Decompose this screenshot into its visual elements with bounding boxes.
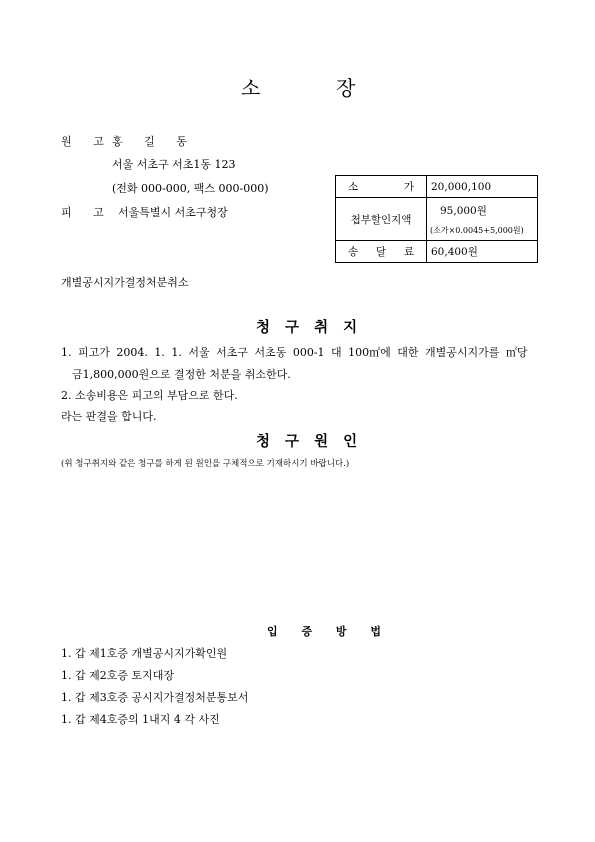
- claim-cause-heading: 청 구 원 인: [256, 434, 363, 450]
- fee-service-label-c: 료: [403, 246, 414, 258]
- defendant-name: 서울특별시 서초구청장: [118, 206, 228, 219]
- fee-table: [335, 175, 538, 263]
- case-name: 개별공시지가결정처분취소: [61, 276, 189, 289]
- claim-purpose-item1-line1: 1. 피고가 2004. 1. 1. 서울 서초구 서초동 000-1 대 100㎡에 대한 개별공시지가를 ㎡당: [61, 346, 528, 359]
- claim-purpose-closing: 라는 판결을 합니다.: [61, 410, 157, 423]
- plaintiff-address: 서울 서초구 서초1동 123: [112, 158, 236, 171]
- fee-service-label-a: 송: [348, 246, 359, 258]
- fee-stamp-formula: (소가×0.0045+5,000원): [430, 225, 524, 235]
- plaintiff-name: 홍 길 동: [112, 135, 196, 148]
- fee-value-label-b: 가: [403, 181, 414, 193]
- fee-row-service: [336, 241, 538, 263]
- evidence-item: 1. 갑 제1호증 개별공시지가확인원: [61, 647, 228, 660]
- fee-stamp-amount: 95,000원: [440, 204, 487, 217]
- claim-purpose-heading: 청 구 취 지: [256, 320, 363, 336]
- fee-value: 20,000,100: [427, 176, 538, 198]
- evidence-heading: 입 증 방 법: [267, 625, 391, 638]
- fee-service-label: [336, 241, 427, 263]
- defendant-label: 피 고: [61, 206, 113, 219]
- claim-cause-note: (위 청구취지와 같은 청구를 하게 된 원인을 구체적으로 기재하시기 바랍니다.): [61, 459, 350, 469]
- claim-purpose-item1-line2: 금1,800,000원으로 결정한 처분을 취소한다.: [72, 368, 291, 381]
- fee-stamp-cell: [427, 198, 538, 241]
- fee-value-label-a: 소: [348, 181, 359, 193]
- fee-stamp-label: 첩부할인지액: [336, 198, 427, 241]
- fee-service-amount: 60,400원: [427, 241, 538, 263]
- title-char-jang: 장: [336, 76, 356, 100]
- evidence-item: 1. 갑 제3호증 공시지가결정처분통보서: [61, 691, 249, 704]
- fee-row-stamp: [336, 198, 538, 241]
- evidence-item: 1. 갑 제4호증의 1내지 4 각 사진: [61, 713, 220, 726]
- fee-row-value: [336, 176, 538, 198]
- plaintiff-label: 원 고: [61, 135, 113, 148]
- title-char-so: 소: [241, 76, 261, 100]
- claim-purpose-item2: 2. 소송비용은 피고의 부담으로 한다.: [61, 389, 238, 402]
- fee-service-label-b: 달: [375, 246, 387, 258]
- plaintiff-contact: (전화 000-000, 팩스 000-000): [112, 182, 269, 195]
- evidence-item: 1. 갑 제2호증 토지대장: [61, 669, 174, 682]
- fee-value-label: [336, 176, 427, 198]
